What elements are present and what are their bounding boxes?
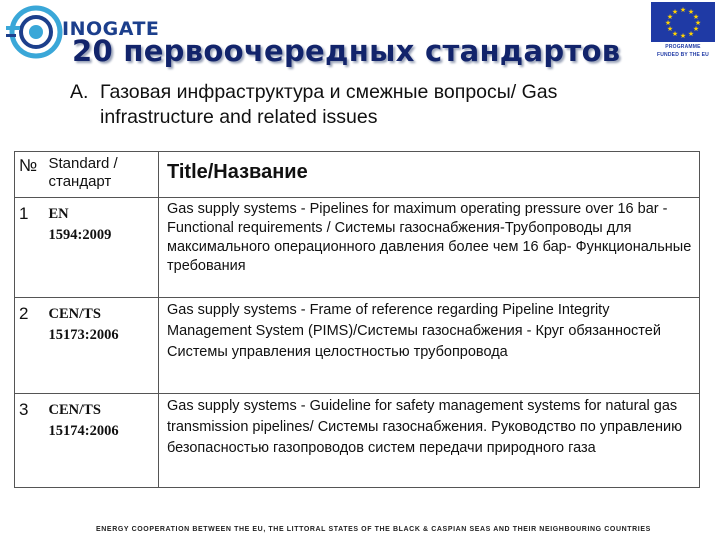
standard-number: 15173:2006 [48, 327, 119, 343]
page-title: 20 первоочередных стандартов [72, 34, 621, 68]
svg-text:★: ★ [664, 19, 672, 27]
svg-text:★: ★ [679, 6, 687, 14]
svg-text:★: ★ [694, 19, 702, 27]
standards-table [14, 151, 700, 488]
svg-text:★: ★ [687, 30, 695, 38]
eu-flag-icon [651, 2, 715, 42]
table-header-row [15, 152, 700, 198]
svg-text:★: ★ [687, 8, 695, 16]
svg-text:★: ★ [692, 25, 700, 33]
row-standard [43, 394, 159, 488]
footer-text: ENERGY COOPERATION BETWEEN THE EU, THE LITTORAL STATES OF THE BLACK & CASPIAN SEAS AND THEIR NEIGHBOURING COUNTRIES [96, 526, 651, 533]
table-row [15, 198, 700, 298]
eu-caption-1: PROGRAMME [665, 44, 701, 50]
svg-text:★: ★ [671, 30, 679, 38]
row-title: Gas supply systems - Frame of reference regarding Pipeline Integrity Management System (PIMS)/Системы газоснабжения - Круг обязанностей Системы управления целостностью трубопровода [159, 298, 700, 394]
logo-text: INOGATE [62, 18, 160, 40]
eu-caption-2: FUNDED BY THE EU [656, 52, 709, 58]
svg-text:★: ★ [679, 32, 687, 40]
section-subtitle [70, 80, 700, 130]
eu-programme-logo [651, 2, 715, 64]
row-standard [43, 298, 159, 394]
standard-code: EN [48, 206, 69, 222]
header-title: Title/Название [159, 152, 700, 198]
standard-code: CEN/TS [48, 402, 101, 418]
standard-code: CEN/TS [48, 306, 101, 322]
table-row [15, 394, 700, 488]
svg-text:★: ★ [692, 13, 700, 21]
subtitle-line-1: Газовая инфраструктура и смежные вопросы/ Gas [100, 81, 558, 103]
row-num: 1 [15, 198, 43, 298]
subtitle-line-2: infrastructure and related issues [100, 106, 378, 128]
row-num: 3 [15, 394, 43, 488]
row-standard [43, 198, 159, 298]
row-num: 2 [15, 298, 43, 394]
svg-text:★: ★ [666, 25, 674, 33]
row-title: Gas supply systems - Pipelines for maximum operating pressure over 16 bar - Functional requirements / Системы газоснабжения-Трубопроводы для максимального операционного давления более чем 16 бар- Функциональные требования [159, 198, 700, 298]
svg-text:★: ★ [666, 13, 674, 21]
header-standard: Standard / стандарт [43, 152, 159, 198]
section-marker: A. [70, 81, 89, 103]
inogate-logo-icon [6, 4, 66, 60]
svg-text:★: ★ [671, 8, 679, 16]
standard-number: 15174:2006 [48, 423, 119, 439]
table-row [15, 298, 700, 394]
header-num: № [15, 152, 43, 198]
row-title: Gas supply systems - Guideline for safety management systems for natural gas transmission pipelines/ Системы газоснабжения. Руководство по управлению безопасностью газопроводов систем передачи природного газа [159, 394, 700, 488]
standard-number: 1594:2009 [48, 227, 112, 243]
